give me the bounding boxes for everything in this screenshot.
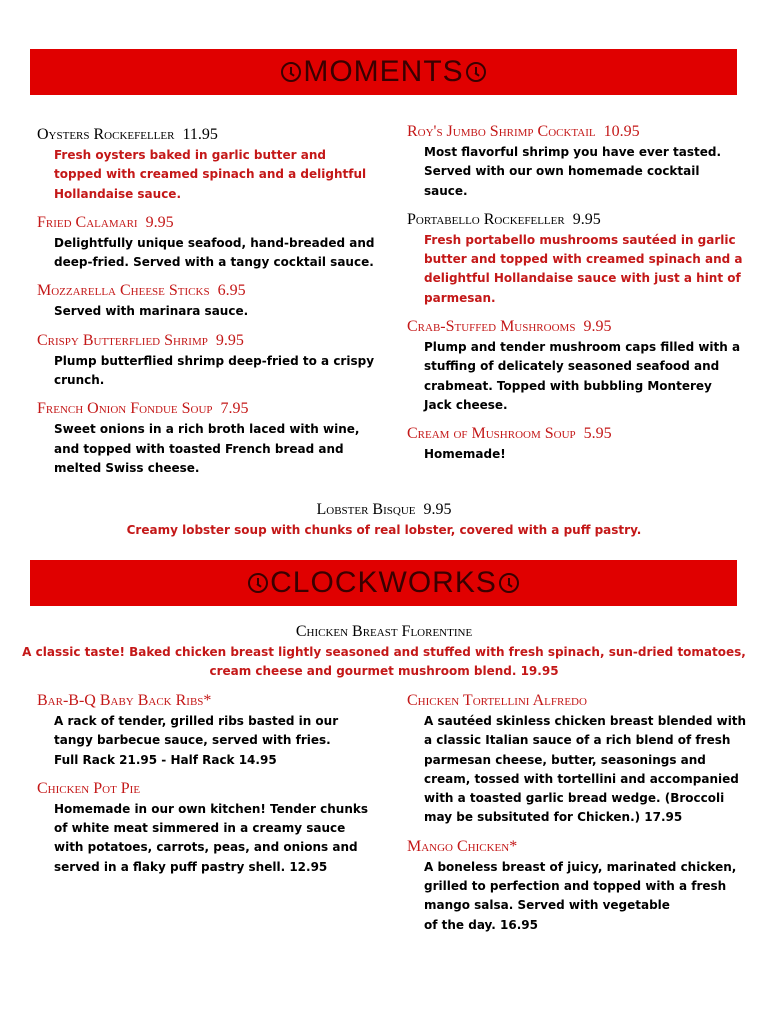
item-description bbox=[37, 302, 377, 321]
item-name: Chicken Tortellini Alfredo bbox=[407, 692, 587, 709]
item-name: Mozzarella Cheese Sticks bbox=[37, 282, 210, 300]
item-description bbox=[37, 352, 377, 391]
desc-line: deep-fried. Served with a tangy cocktail sauce. bbox=[54, 255, 374, 270]
menu-item bbox=[407, 121, 747, 201]
desc-line: A rack of tender, grilled ribs basted in our bbox=[54, 714, 339, 728]
item-name: Oysters Rockefeller bbox=[37, 126, 175, 143]
desc-line: A boneless breast of juicy, marinated chicken, bbox=[424, 859, 737, 874]
item-name: Crab-Stuffed Mushrooms bbox=[407, 318, 576, 336]
item-description bbox=[407, 338, 747, 415]
menu-item bbox=[407, 690, 747, 828]
desc-line: delightful Hollandaise sauce with just a hint of bbox=[424, 271, 741, 286]
item-price: 9.95 bbox=[423, 501, 452, 518]
item-name-row bbox=[37, 778, 377, 800]
clockworks-title bbox=[246, 566, 521, 600]
menu-item bbox=[37, 330, 377, 391]
desc-line: Jack cheese. bbox=[424, 397, 508, 412]
item-name: Fried Calamari bbox=[37, 213, 138, 231]
lobster-bisque-name bbox=[0, 499, 768, 521]
desc-line: A classic taste! Baked chicken breast lightly seasoned and stuffed with fresh spinach, sun-dried tomatoes, bbox=[22, 645, 746, 659]
item-price: 11.95 bbox=[182, 126, 218, 143]
moments-left-column bbox=[37, 124, 377, 486]
menu-item bbox=[407, 316, 747, 415]
desc-line: cream, tossed with tortellini and accompanied bbox=[424, 771, 739, 786]
item-name: Lobster Bisque bbox=[316, 501, 416, 518]
item-name-row bbox=[37, 398, 377, 420]
item-name-row bbox=[407, 316, 747, 338]
item-description bbox=[407, 858, 747, 935]
item-price: 5.95 bbox=[583, 425, 612, 443]
desc-line: Homemade in our own kitchen! Tender chunks bbox=[54, 801, 368, 816]
desc-line: stuffing of delicately seasoned seafood and bbox=[424, 359, 720, 374]
menu-item bbox=[37, 778, 377, 877]
desc-line: Hollandaise sauce. bbox=[54, 186, 182, 201]
item-price: 9.95 bbox=[145, 213, 174, 231]
desc-line: Plump butterflied shrimp deep-fried to a crispy bbox=[54, 353, 375, 368]
item-name-row bbox=[407, 209, 747, 231]
item-description bbox=[37, 146, 377, 204]
desc-line: crunch. bbox=[54, 373, 105, 388]
item-description bbox=[37, 712, 377, 770]
item-description bbox=[407, 231, 747, 308]
item-name: French Onion Fondue Soup bbox=[37, 400, 213, 418]
item-name-row bbox=[37, 280, 377, 302]
lobster-bisque-item bbox=[0, 499, 768, 540]
item-price: 9.95 bbox=[572, 210, 601, 228]
menu-item bbox=[37, 398, 377, 478]
desc-line: cream cheese and gourmet mushroom blend. 19.95 bbox=[209, 664, 559, 679]
menu-item bbox=[37, 124, 377, 204]
clock-icon bbox=[466, 62, 486, 82]
item-name-row bbox=[37, 212, 377, 234]
item-name-row bbox=[37, 330, 377, 352]
desc-line: Served with our own homemade cocktail bbox=[424, 164, 700, 179]
desc-line: Served with marinara sauce. bbox=[54, 304, 249, 319]
clockworks-banner bbox=[30, 560, 737, 606]
desc-line: parmesan. bbox=[424, 290, 496, 305]
item-price: 9.95 bbox=[583, 318, 612, 336]
desc-line: topped with creamed spinach and a delightful bbox=[54, 167, 367, 182]
item-name: Chicken Pot Pie bbox=[37, 779, 141, 797]
item-name-row bbox=[407, 423, 747, 445]
florentine-name: Chicken Breast Florentine bbox=[295, 623, 473, 640]
item-name-row bbox=[407, 690, 747, 712]
florentine-desc bbox=[0, 643, 768, 682]
desc-line: butter and topped with creamed spinach and a bbox=[424, 252, 743, 267]
item-name-row bbox=[407, 836, 747, 858]
clockworks-title-text: CLOCKWORKS bbox=[270, 566, 497, 599]
desc-line: crabmeat. Topped with bubbling Monterey bbox=[424, 378, 712, 393]
desc-line: of white meat simmered in a creamy sauce bbox=[54, 821, 346, 836]
menu-item bbox=[37, 280, 377, 321]
florentine-item bbox=[0, 621, 768, 682]
desc-line: Homemade! bbox=[424, 447, 506, 462]
item-name: Mango Chicken* bbox=[407, 837, 518, 855]
item-price: 7.95 bbox=[220, 400, 249, 418]
item-name: Crispy Butterflied Shrimp bbox=[37, 331, 208, 349]
item-price: 9.95 bbox=[215, 331, 244, 349]
item-name: Roy's Jumbo Shrimp Cocktail bbox=[407, 123, 596, 140]
clock-icon bbox=[499, 573, 519, 593]
desc-line: Fresh portabello mushrooms sautéed in garlic bbox=[424, 232, 736, 247]
desc-line: parmesan cheese, butter, seasonings and bbox=[424, 752, 706, 767]
menu-item bbox=[407, 836, 747, 935]
moments-title-text: MOMENTS bbox=[303, 55, 464, 88]
desc-line: melted Swiss cheese. bbox=[54, 460, 200, 475]
menu-item bbox=[37, 212, 377, 273]
desc-line: Most flavorful shrimp you have ever tasted. bbox=[424, 145, 722, 159]
desc-line: Delightfully unique seafood, hand-breaded and bbox=[54, 235, 375, 250]
moments-right-column bbox=[407, 121, 747, 473]
menu-item bbox=[407, 423, 747, 464]
item-description bbox=[37, 420, 377, 478]
clockworks-right-column bbox=[407, 690, 747, 943]
item-description bbox=[407, 445, 747, 464]
lobster-bisque-desc: Creamy lobster soup with chunks of real lobster, covered with a puff pastry. bbox=[126, 523, 642, 537]
desc-line: mango salsa. Served with vegetable bbox=[424, 898, 670, 913]
desc-line: Plump and tender mushroom caps filled with a bbox=[424, 340, 741, 355]
desc-line: may be subsituted for Chicken.) 17.95 bbox=[424, 810, 683, 825]
clock-icon bbox=[281, 62, 301, 82]
desc-line: with a toasted garlic bread wedge. (Broccoli bbox=[424, 791, 725, 806]
desc-line: of the day. 16.95 bbox=[424, 917, 538, 932]
desc-line: and topped with toasted French bread and bbox=[54, 441, 344, 456]
menu-item bbox=[407, 209, 747, 308]
desc-line: served in a flaky puff pastry shell. 12.95 bbox=[54, 859, 328, 874]
clock-icon bbox=[248, 573, 268, 593]
item-name: Portabello Rockefeller bbox=[407, 210, 565, 228]
item-name: Cream of Mushroom Soup bbox=[407, 425, 576, 443]
desc-line: grilled to perfection and topped with a fresh bbox=[424, 879, 727, 894]
item-name-row bbox=[37, 124, 377, 146]
item-name-row bbox=[407, 121, 747, 143]
item-price: 10.95 bbox=[603, 123, 640, 140]
item-name: Bar-B-Q Baby Back Ribs* bbox=[37, 692, 212, 709]
item-description bbox=[37, 234, 377, 273]
desc-line: Sweet onions in a rich broth laced with wine, bbox=[54, 422, 360, 437]
menu-item bbox=[37, 690, 377, 770]
desc-line: sauce. bbox=[424, 183, 468, 198]
desc-line: tangy barbecue sauce, served with fries. bbox=[54, 733, 331, 748]
desc-line: Fresh oysters baked in garlic butter and bbox=[54, 148, 326, 162]
item-name-row bbox=[37, 690, 377, 712]
desc-line: Full Rack 21.95 - Half Rack 14.95 bbox=[54, 752, 277, 767]
item-price: 6.95 bbox=[217, 282, 246, 300]
item-description bbox=[37, 800, 377, 877]
item-description bbox=[407, 712, 747, 828]
desc-line: a classic Italian sauce of a rich blend of fresh bbox=[424, 733, 731, 748]
desc-line: A sautéed skinless chicken breast blended with bbox=[424, 714, 747, 728]
desc-line: with potatoes, carrots, peas, and onions and bbox=[54, 840, 358, 855]
moments-title bbox=[279, 55, 487, 89]
item-description bbox=[407, 143, 747, 201]
clockworks-left-column bbox=[37, 690, 377, 885]
moments-banner bbox=[30, 49, 737, 95]
